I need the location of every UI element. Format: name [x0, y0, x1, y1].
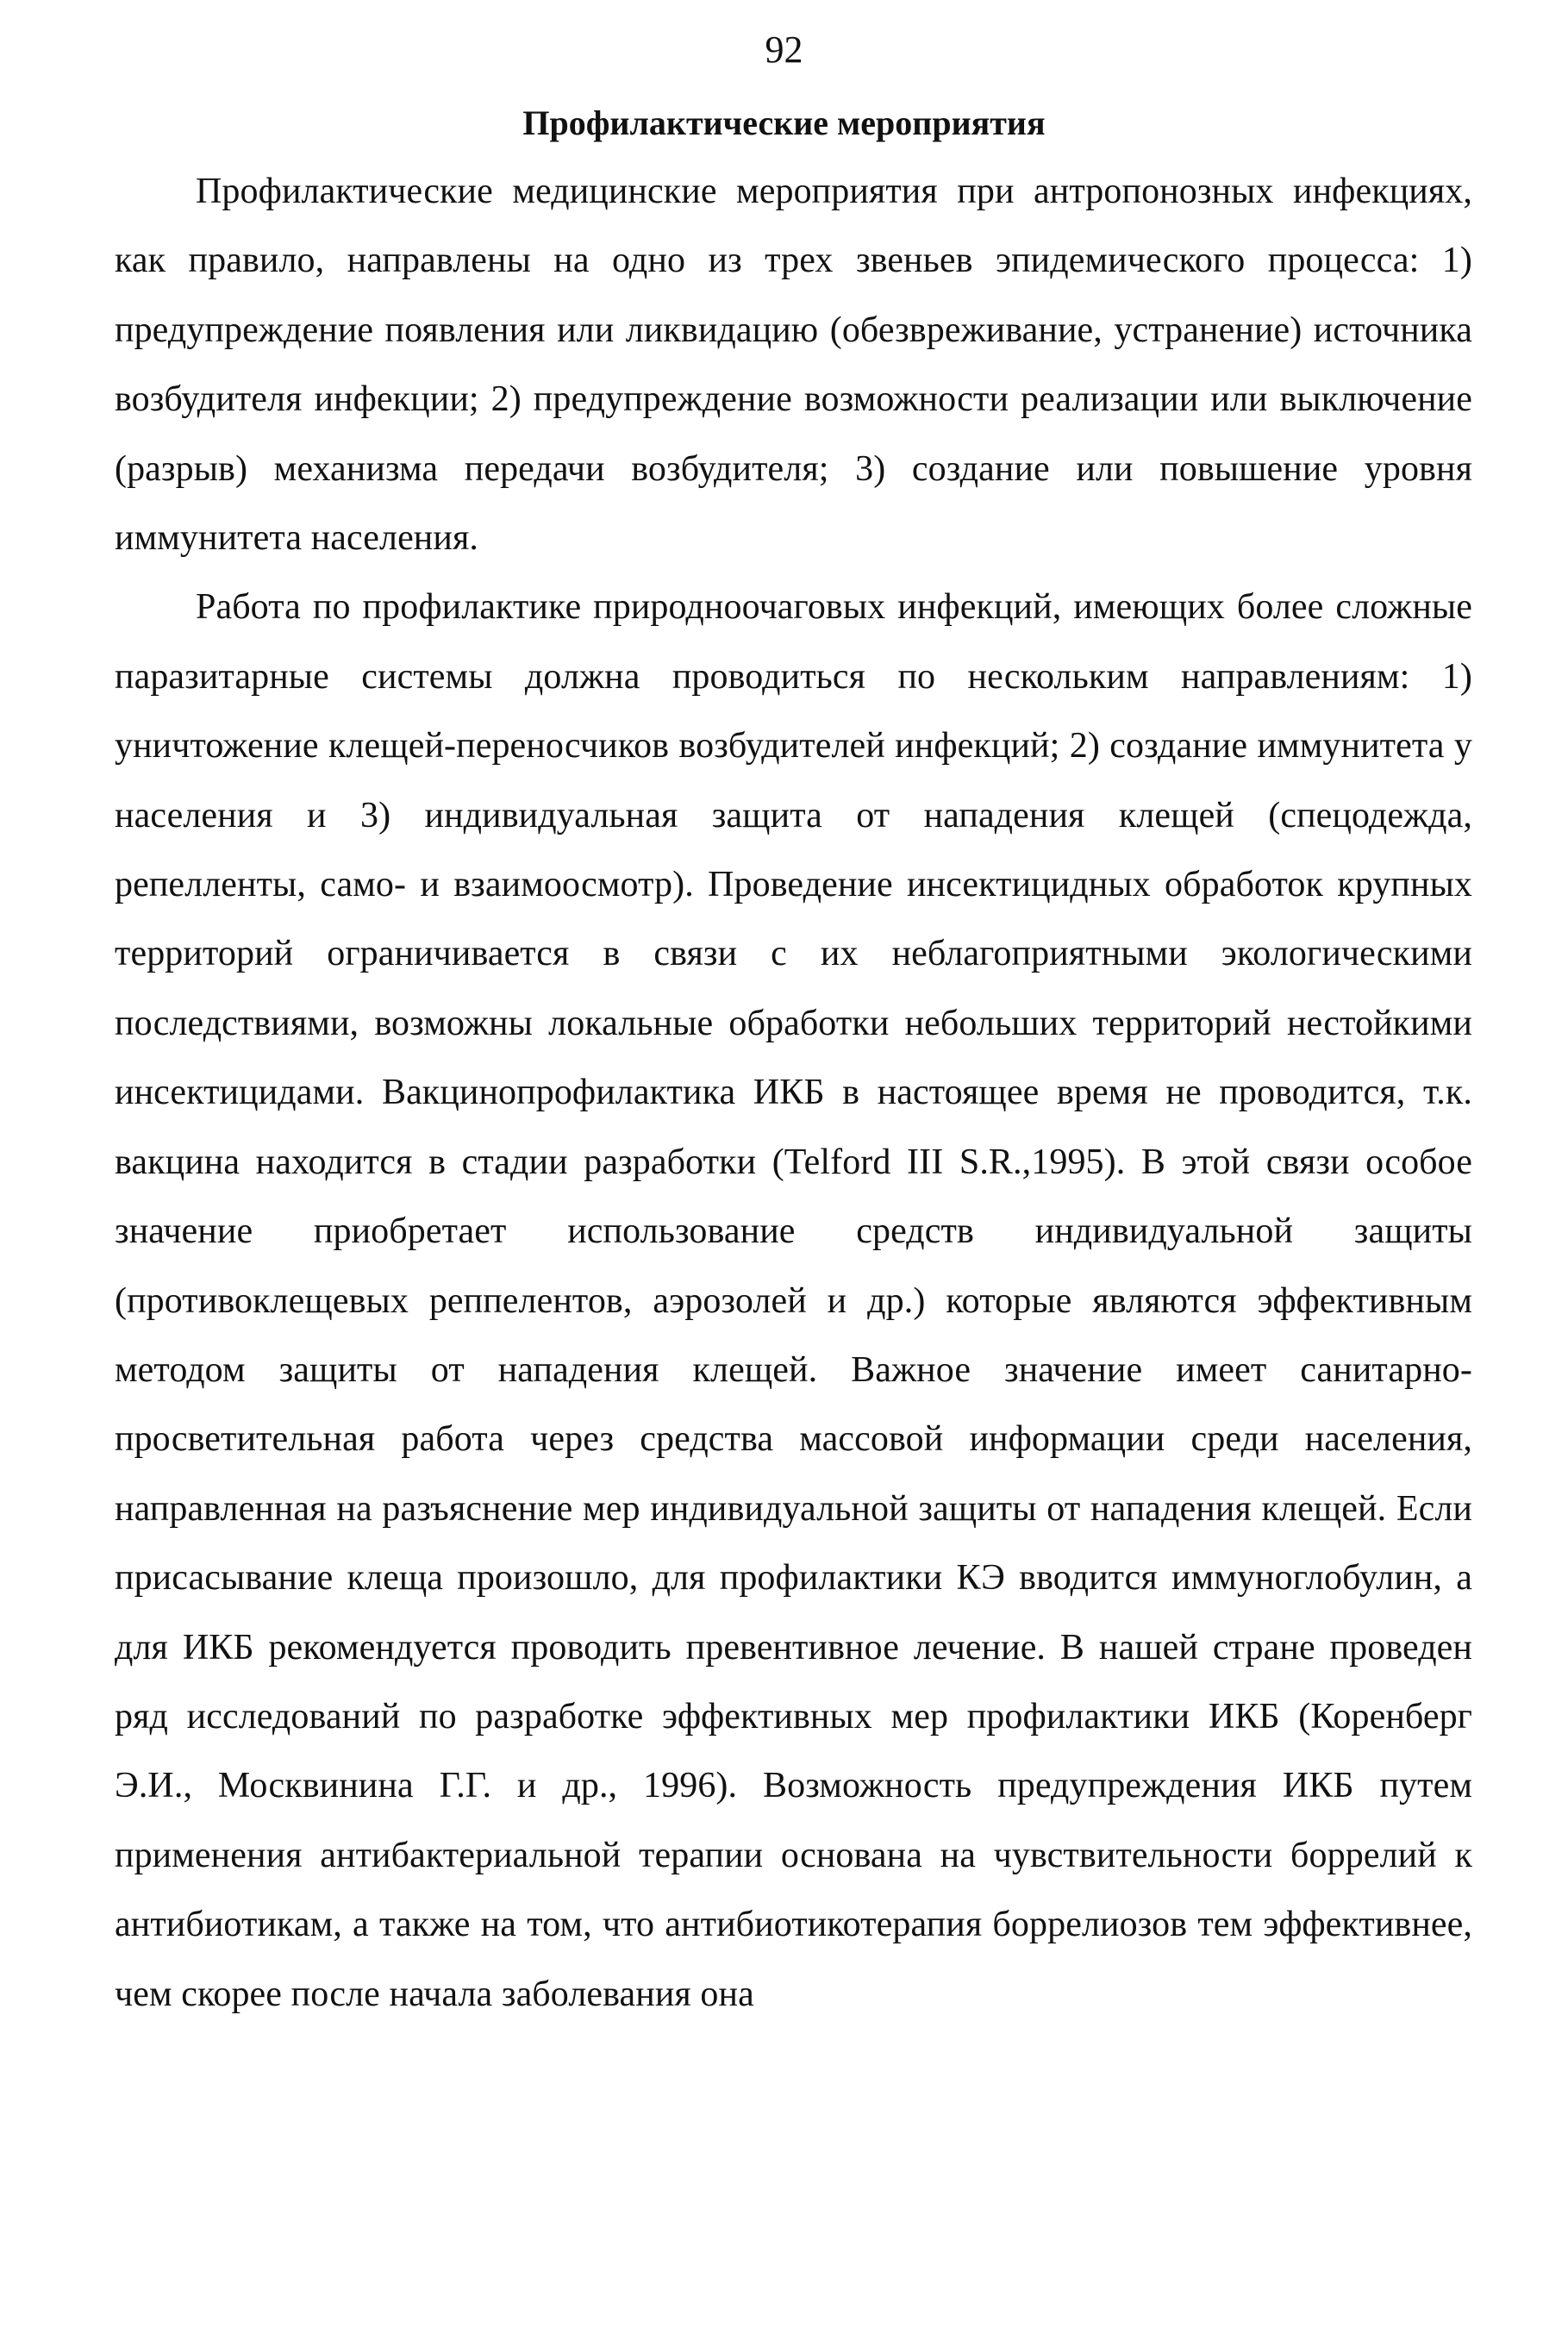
page-number: 92: [765, 28, 803, 71]
paragraph-2: Работа по профилактике природноочаговых инфекций, имеющих более сложные паразитарные системы должна проводиться по нескольким направлениям: 1) уничтожение клещей-переносчиков возбудителей инфекций; 2) создание иммунитета у населения и 3) индивидуальная защита от нападения клещей (спецодежда, репелленты, само- и взаимоосмотр). Проведение инсектицидных обработок крупных территорий ограничивается в связи с их неблагоприятными экологическими последствиями, возможны локальные обработки небольших территорий нестойкими инсектицидами. Вакцинопрофилактика ИКБ в настоящее время не проводится, т.к. вакцина находится в стадии разработки (Telford III S.R.,1995). В этой связи особое значение приобретает использование средств индивидуальной защиты (противоклещевых реппелентов, аэрозолей и др.) которые являются эффективным методом защиты от нападения клещей. Важное значение имеет санитарно-просветительная работа через средства массовой информации среди населения, направленная на разъяснение мер индивидуальной защиты от нападения клещей. Если присасывание клеща произошло, для профилактики КЭ вводится иммуноглобулин, а для ИКБ рекомендуется проводить превентивное лечение. В нашей стране проведен ряд исследований по разработке эффективных мер профилактики ИКБ (Коренберг Э.И., Москвинина Г.Г. и др., 1996). Возможность предупреждения ИКБ путем применения антибактериальной терапии основана на чувствительности боррелий к антибиотикам, а также на том, что антибиотикотерапия боррелиозов тем эффективнее, чем скорее после начала заболевания она: [115, 587, 1472, 2014]
section-heading: Профилактические мероприятия: [522, 103, 1046, 142]
body-text: [115, 157, 1472, 2029]
paragraph-1: Профилактические медицинские мероприятия при антропонозных инфекциях, как правило, направлены на одно из трех звеньев эпидемического процесса: 1) предупреждение появления или ликвидацию (обезвреживание, устранение) источника возбудителя инфекции; 2) предупреждение возможности реализации или выключение (разрыв) механизма передачи возбудителя; 3) создание или повышение уровня иммунитета населения.: [115, 172, 1472, 559]
